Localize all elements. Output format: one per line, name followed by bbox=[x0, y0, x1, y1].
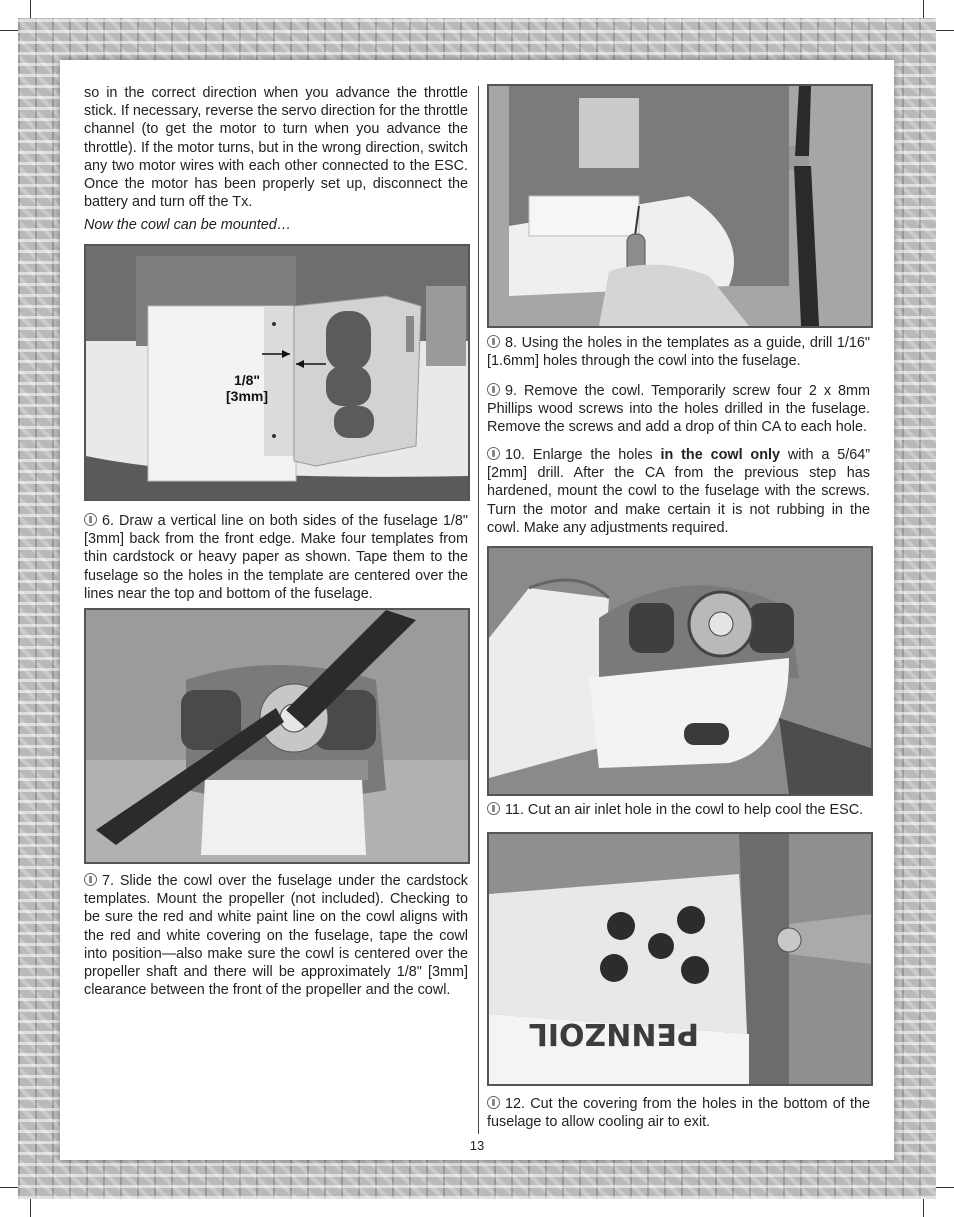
step-12: 12. Cut the covering from the holes in the bottom of the fuselage to allow cooling air to exit. bbox=[487, 1096, 870, 1131]
checkbox-circle-icon[interactable] bbox=[487, 802, 500, 815]
photo-drilling-holes bbox=[487, 84, 873, 328]
step-9: 9. Remove the cowl. Temporarily screw four 2 x 8mm Phillips wood screws into the holes drilled in the fuselage. Remove the screws and add a drop of thin CA to each hole. bbox=[487, 383, 870, 436]
column-divider bbox=[478, 86, 479, 1134]
step-7: 7. Slide the cowl over the fuselage under the cardstock templates. Mount the propeller (not included). Checking to be sure the red and white paint line on the cowl aligns with the red and white covering on the fuselage, tape the cowl into position—also make sure the cowl is centered over the propeller shaft and there will be approximately 1/8" [3mm] clearance between the front of the propeller and the cowl. bbox=[84, 873, 468, 999]
checkbox-circle-icon[interactable] bbox=[487, 335, 500, 348]
cowl-note: Now the cowl can be mounted… bbox=[84, 217, 292, 233]
step-11: 11. Cut an air inlet hole in the cowl to help cool the ESC. bbox=[487, 801, 870, 819]
pennzoil-decal: PENNZOIL bbox=[528, 1016, 699, 1051]
photo-templates-taped bbox=[84, 244, 470, 501]
checkbox-circle-icon[interactable] bbox=[487, 1096, 500, 1109]
step-6: 6. Draw a vertical line on both sides of the fuselage 1/8" [3mm] back from the front edge. Make four templates from thin cardstock or heavy paper as shown. Tape them to the fuselage so the holes in the template are centered over the lines near the top and bottom of the fuselage. bbox=[84, 513, 468, 602]
checkbox-circle-icon[interactable] bbox=[487, 383, 500, 396]
page-number: 13 bbox=[469, 1138, 485, 1153]
checkbox-circle-icon[interactable] bbox=[487, 447, 500, 460]
step-8: 8. Using the holes in the templates as a guide, drill 1/16" [1.6mm] holes through the cowl into the fuselage. bbox=[487, 335, 870, 370]
checkbox-circle-icon[interactable] bbox=[84, 873, 97, 886]
photo-cowl-propeller bbox=[84, 608, 470, 864]
photo-fuselage-holes bbox=[487, 832, 873, 1086]
intro-paragraph: so in the correct direction when you advance the throttle stick. If necessary, reverse the servo direction for the throttle channel (to get the motor to turn when you advance the throttle). If the motor turns, but in the wrong direction, switch any two motor wires with each other connected to the ESC. Once the motor has been properly set up, disconnect the battery and turn off the Tx. bbox=[84, 85, 468, 211]
checkbox-circle-icon[interactable] bbox=[84, 513, 97, 526]
photo-cowl-inlet bbox=[487, 546, 873, 796]
step-10: 10. Enlarge the holes in the cowl only with a 5/64” [2mm] drill. After the CA from the previous step has hardened, mount the cowl to the fuselage with the screws. Turn the motor and make certain it is not rubbing in the cowl. Make any adjustments required. bbox=[487, 447, 871, 536]
dimension-label: 1/8" [3mm] bbox=[226, 372, 269, 404]
